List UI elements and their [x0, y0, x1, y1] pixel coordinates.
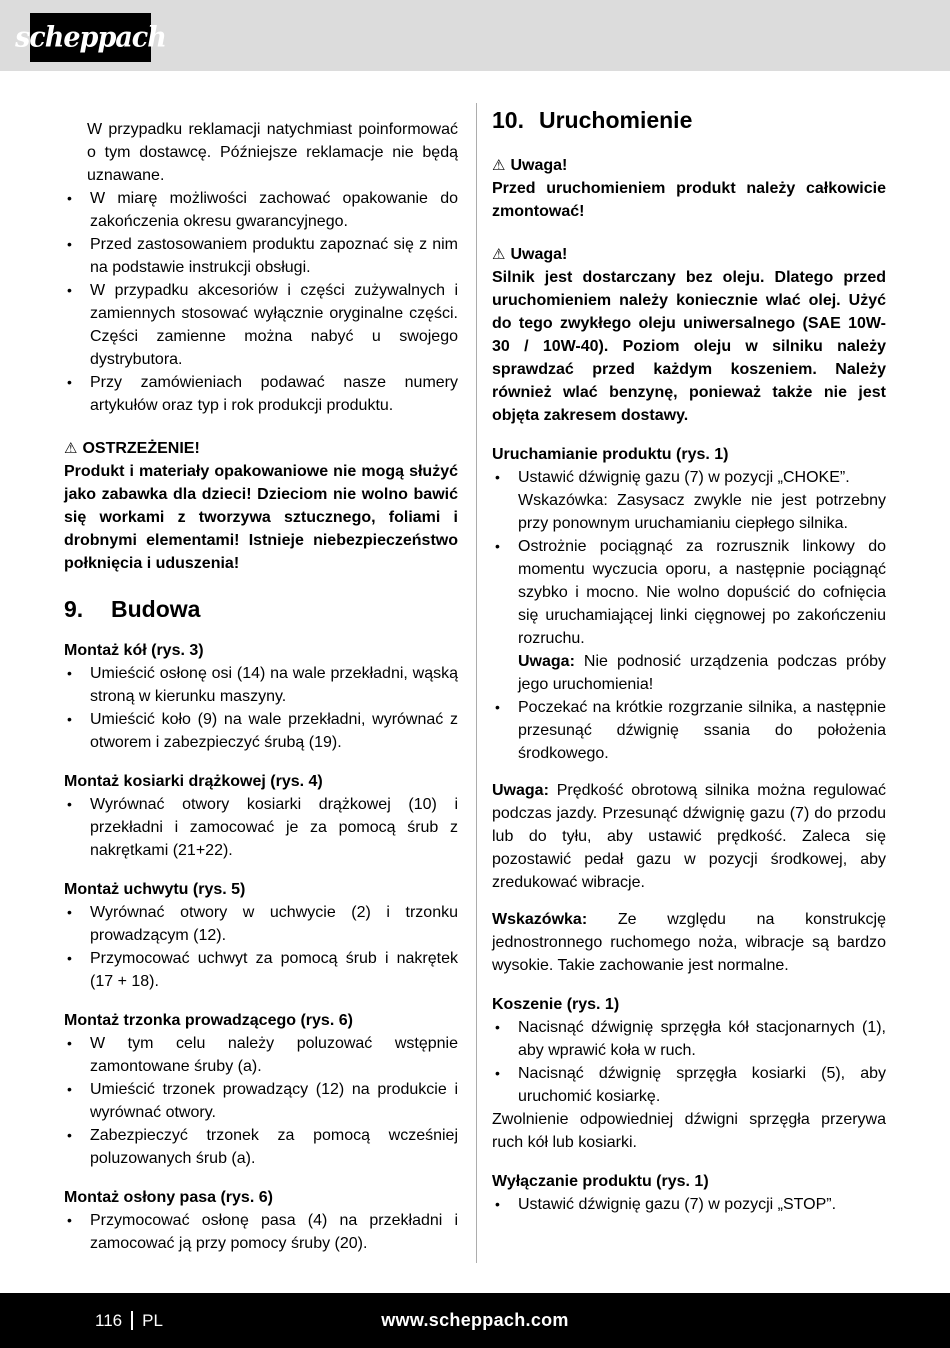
- bullet-list: [64, 187, 458, 417]
- sub-heading: Wyłączanie produktu (rys. 1): [492, 1173, 709, 1190]
- bullet-list: [64, 1032, 458, 1170]
- warning-title: [64, 437, 458, 460]
- sub-heading: Uruchamianie produktu (rys. 1): [492, 446, 729, 463]
- bullet-text: [90, 233, 458, 279]
- page-header: [0, 0, 950, 71]
- bullet-marker: •: [495, 1065, 500, 1081]
- column-divider: [476, 103, 477, 1263]
- text-segment: Zwolnienie odpowiedniej dźwigni sprzęgła przerywa ruch kół lub kosiarki.: [492, 1111, 886, 1151]
- section-number: 10.: [492, 107, 524, 133]
- bullet-marker: •: [67, 796, 72, 812]
- text-segment: Wskazówka:: [492, 911, 588, 928]
- bullet-marker: •: [495, 469, 500, 485]
- page-number-value: 116: [95, 1310, 123, 1330]
- warning-block: [64, 437, 458, 575]
- warning-icon: ⚠: [492, 246, 506, 263]
- sub-heading: Montaż osłony pasa (rys. 6): [64, 1189, 273, 1206]
- text-segment: Ostrożnie pociągnąć za rozrusznik linkowy do momentu wyczucia oporu, a następnie pociągnąć szybko i mocno. Nie wolno dopuścić do cofnięcia się uruchamiającej linki cięgnowej po zakończeniu rozruchu.: [518, 538, 886, 647]
- bullet-marker: •: [67, 282, 72, 298]
- bullet-marker: •: [67, 711, 72, 727]
- bullet-text: [90, 901, 458, 947]
- text-segment: Przed uruchomieniem produkt należy całkowicie zmontować!: [492, 180, 886, 220]
- bullet-item: [492, 1062, 886, 1108]
- right-column: [492, 104, 886, 1216]
- section-title: Uruchomienie: [539, 107, 693, 133]
- bullet-list: [64, 1209, 458, 1255]
- text-segment: Produkt i materiały opakowaniowe nie mogą służyć jako zabawka dla dzieci! Dzieciom nie wolno bawić się workami z tworzywa sztucznego, foliami i drobnymi elementami! Istnieje niebezpieczeństwo połknięcia i uduszenia!: [64, 463, 458, 572]
- bullet-text: [90, 708, 458, 754]
- bullet-text: [90, 1078, 458, 1124]
- bullet-marker: •: [495, 699, 500, 715]
- bullet-item: [64, 708, 458, 754]
- bullet-marker: •: [67, 1035, 72, 1051]
- bullet-text: [90, 1032, 458, 1078]
- text-segment: Zabezpieczyć trzonek za pomocą wcześniej poluzowanych śrub (a).: [90, 1127, 458, 1167]
- text-segment: Nacisnąć dźwignię sprzęgła kosiarki (5), aby uruchomić kosiarkę.: [518, 1065, 886, 1105]
- bullet-text: [518, 466, 886, 535]
- paragraph: [492, 779, 886, 894]
- bullet-list: [64, 793, 458, 862]
- text-segment: Przymocować osłonę pasa (4) na przekładni i zamocować ją przy pomocy śruby (20).: [90, 1212, 458, 1252]
- section-number: 9.: [64, 596, 84, 622]
- bullet-item: [64, 901, 458, 947]
- bullet-text: [518, 535, 886, 696]
- bullet-marker: •: [67, 374, 72, 390]
- bullet-item: [64, 947, 458, 993]
- bullet-text: [90, 947, 458, 993]
- bullet-list: [492, 1193, 886, 1216]
- text-segment: Przed zastosowaniem produktu zapoznać się z nim na podstawie instrukcji obsługi.: [90, 236, 458, 276]
- paragraph: [492, 1108, 886, 1154]
- warning-title: [492, 154, 886, 177]
- warning-title-text: Uwaga!: [510, 246, 568, 263]
- bullet-item: [492, 1016, 886, 1062]
- language-label: PL: [142, 1310, 163, 1330]
- bullet-marker: •: [495, 1196, 500, 1212]
- text-segment: Nie podnosić urządzenia podczas próby jego uruchomienia!: [518, 653, 886, 693]
- warning-icon: ⚠: [64, 440, 78, 457]
- warning-block: [492, 154, 886, 223]
- text-segment: Umieścić osłonę osi (14) na wale przekładni, wąską stroną w kierunku maszyny.: [90, 665, 458, 705]
- bullet-marker: •: [67, 904, 72, 920]
- bullet-item: [64, 187, 458, 233]
- bullet-text: [90, 662, 458, 708]
- warning-body: [64, 460, 458, 575]
- bullet-text: [90, 793, 458, 862]
- sub-heading: Montaż kół (rys. 3): [64, 642, 204, 659]
- bullet-item: [492, 696, 886, 765]
- bullet-item: [64, 793, 458, 862]
- bullet-marker: •: [67, 1212, 72, 1228]
- text-segment: Przy zamówieniach podawać nasze numery artykułów oraz typ i rok produkcji produktu.: [90, 374, 458, 414]
- text-segment: Umieścić koło (9) na wale przekładni, wyrównać z otworem i zabezpieczyć śrubą (19).: [90, 711, 458, 751]
- bullet-text: [518, 1016, 886, 1062]
- bullet-item: [64, 1032, 458, 1078]
- warning-block: [492, 243, 886, 427]
- bullet-item: [64, 1209, 458, 1255]
- text-segment: W miarę możliwości zachować opakowanie do zakończenia okresu gwarancyjnego.: [90, 190, 458, 230]
- sub-heading: Koszenie (rys. 1): [492, 996, 620, 1013]
- section-title: Budowa: [111, 596, 201, 622]
- bullet-text: [90, 279, 458, 371]
- bullet-text: [90, 187, 458, 233]
- bullet-text: [518, 1193, 886, 1216]
- section-heading: [64, 595, 458, 623]
- page-footer: [0, 1293, 950, 1348]
- text-segment: Ze względu na konstrukcję jednostronnego ruchomego noża, wibracje są bardzo wysokie. Takie zachowanie jest normalne.: [492, 911, 886, 974]
- section-heading: [492, 106, 886, 134]
- warning-title: [492, 243, 886, 266]
- text-segment: Wskazówka: Zasysacz zwykle nie jest potrzebny przy ponownym uruchamianiu ciepłego silnika.: [518, 492, 886, 532]
- bullet-marker: •: [67, 236, 72, 252]
- website-url: www.scheppach.com: [381, 1310, 569, 1330]
- bullet-marker: •: [495, 1019, 500, 1035]
- text-segment: Nacisnąć dźwignię sprzęgła kół stacjonarnych (1), aby wprawić koła w ruch.: [518, 1019, 886, 1059]
- bullet-item: [492, 535, 886, 696]
- text-segment: Uwaga:: [518, 653, 575, 670]
- text-segment: Prędkość obrotową silnika można regulować podczas jazdy. Przesunąć dźwignię gazu (7) do przodu lub do tyłu, aby ustawić prędkość. Zaleca się pozostawić pedał gazu w pozycji środkowej, aby zredukować wibracje.: [492, 782, 886, 891]
- text-segment: Uwaga:: [492, 782, 549, 799]
- bullet-marker: •: [67, 1081, 72, 1097]
- text-segment: Ustawić dźwignię gazu (7) w pozycji „STOP”.: [518, 1196, 837, 1213]
- bullet-list: [492, 466, 886, 765]
- bullet-item: [64, 1078, 458, 1124]
- bullet-text: [90, 1209, 458, 1255]
- text-segment: Poczekać na krótkie rozgrzanie silnika, a następnie przesunąć dźwignię ssania do położenia środkowego.: [518, 699, 886, 762]
- bullet-text: [518, 1062, 886, 1108]
- warning-title-text: Uwaga!: [510, 157, 568, 174]
- text-segment: Wyrównać otwory kosiarki drążkowej (10) i przekładni i zamocować je za pomocą śrub z nakrętkami (21+22).: [90, 796, 458, 859]
- bullet-marker: •: [67, 1127, 72, 1143]
- bullet-marker: •: [495, 538, 500, 554]
- text-segment: Przymocować uchwyt za pomocą śrub i nakrętek (17 + 18).: [90, 950, 458, 990]
- text-segment: W tym celu należy poluzować wstępnie zamontowane śruby (a).: [90, 1035, 458, 1075]
- bullet-marker: •: [67, 665, 72, 681]
- bullet-list: [64, 662, 458, 754]
- sub-heading: Montaż trzonka prowadzącego (rys. 6): [64, 1012, 353, 1029]
- bullet-list: [492, 1016, 886, 1108]
- warning-body: [492, 266, 886, 427]
- page-number: [95, 1293, 163, 1348]
- footer-separator: [131, 1311, 133, 1330]
- warning-body: [492, 177, 886, 223]
- bullet-item: [64, 1124, 458, 1170]
- paragraph: [64, 118, 458, 187]
- text-segment: W przypadku reklamacji natychmiast poinformować o tym dostawcę. Późniejsze reklamacje nie będą uznawane.: [87, 121, 458, 184]
- bullet-text: [90, 371, 458, 417]
- bullet-item: [492, 466, 886, 535]
- left-column: [64, 104, 458, 1255]
- logo-text: scheppach: [15, 21, 166, 54]
- bullet-marker: •: [67, 950, 72, 966]
- bullet-list: [64, 901, 458, 993]
- sub-heading: Montaż uchwytu (rys. 5): [64, 881, 246, 898]
- warning-icon: ⚠: [492, 157, 506, 174]
- text-segment: Ustawić dźwignię gazu (7) w pozycji „CHOKE”.: [518, 469, 850, 486]
- bullet-item: [64, 233, 458, 279]
- warning-title-text: OSTRZEŻENIE!: [82, 440, 200, 457]
- bullet-text: [518, 696, 886, 765]
- sub-heading: Montaż kosiarki drążkowej (rys. 4): [64, 773, 323, 790]
- bullet-text: [90, 1124, 458, 1170]
- text-segment: Wyrównać otwory w uchwycie (2) i trzonku prowadzącym (12).: [90, 904, 458, 944]
- text-segment: W przypadku akcesoriów i części zużywalnych i zamiennych stosować wyłącznie oryginalne części. Części zamienne można nabyć u swojego dystrybutora.: [90, 282, 458, 368]
- text-segment: Silnik jest dostarczany bez oleju. Dlatego przed uruchomieniem należy koniecznie wlać olej. Użyć do tego zwykłego oleju uniwersalnego (SAE 10W-30 / 10W-40). Poziom oleju w silniku należy sprawdzać przed każdym koszeniem. Należy również wlać benzynę, ponieważ także nie jest objęta zakresem dostawy.: [492, 269, 886, 424]
- text-segment: Umieścić trzonek prowadzący (12) na produkcie i wyrównać otwory.: [90, 1081, 458, 1121]
- paragraph: [492, 908, 886, 977]
- bullet-item: [64, 662, 458, 708]
- bullet-item: [64, 279, 458, 371]
- scheppach-logo: [15, 13, 166, 62]
- bullet-item: [492, 1193, 886, 1216]
- bullet-marker: •: [67, 190, 72, 206]
- bullet-item: [64, 371, 458, 417]
